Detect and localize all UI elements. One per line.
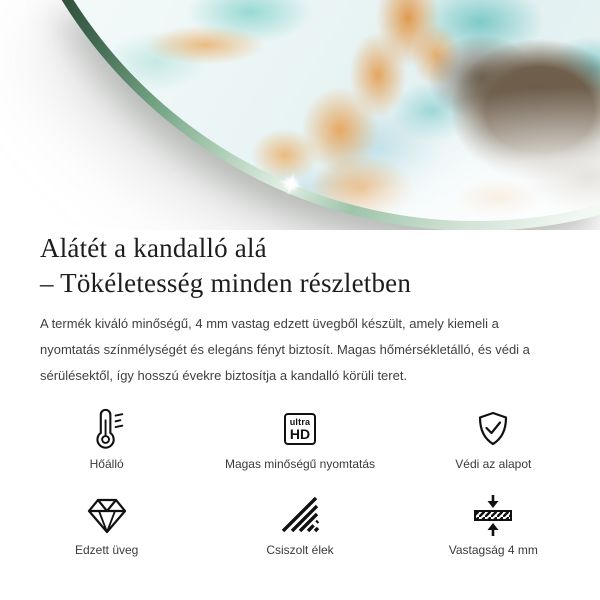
feature-item-tempered-glass — [10, 493, 203, 557]
ultra-hd-badge-bottom: HD — [289, 425, 311, 442]
features-grid — [0, 407, 600, 557]
feature-item-heat-resistant — [10, 407, 203, 471]
page-title — [0, 231, 600, 301]
ultra-hd-badge — [284, 413, 316, 445]
polished-edges-icon — [280, 493, 320, 537]
feature-label: Magas minőségű nyomtatás — [224, 457, 376, 471]
feature-label: Vastagság 4 mm — [448, 543, 538, 557]
feature-label: Edzett üveg — [74, 543, 139, 557]
feature-item-print-quality — [203, 407, 396, 471]
ultra-hd-badge-top: ultra — [289, 416, 311, 427]
diamond-icon — [86, 493, 128, 537]
thermometer-icon — [87, 407, 127, 451]
ultra-hd-icon — [284, 407, 316, 451]
feature-item-thickness — [397, 493, 590, 557]
thickness-icon — [473, 493, 513, 537]
feature-label: Hőálló — [89, 457, 124, 471]
product-description: A termék kiváló minőségű, 4 mm vastag edzett üvegből készült, amely kiemeli a nyomtatás színmélységét és elegáns fényt biztosít. Magas hőmérsékletálló, és védi a sérülésektől, így hosszú évekre biztosítja a kandalló körüli teret. — [40, 316, 530, 383]
page-title-line-2: – Tökéletesség minden részletben — [40, 268, 412, 298]
feature-item-polished-edges — [203, 493, 396, 557]
feature-label: Csiszolt élek — [266, 543, 334, 557]
product-photo — [0, 0, 600, 230]
feature-item-protects-base — [397, 407, 590, 471]
feature-label: Védi az alapot — [455, 457, 532, 471]
page-title-line-1: Alátét a kandalló alá — [40, 233, 267, 263]
shield-check-icon — [473, 407, 513, 451]
